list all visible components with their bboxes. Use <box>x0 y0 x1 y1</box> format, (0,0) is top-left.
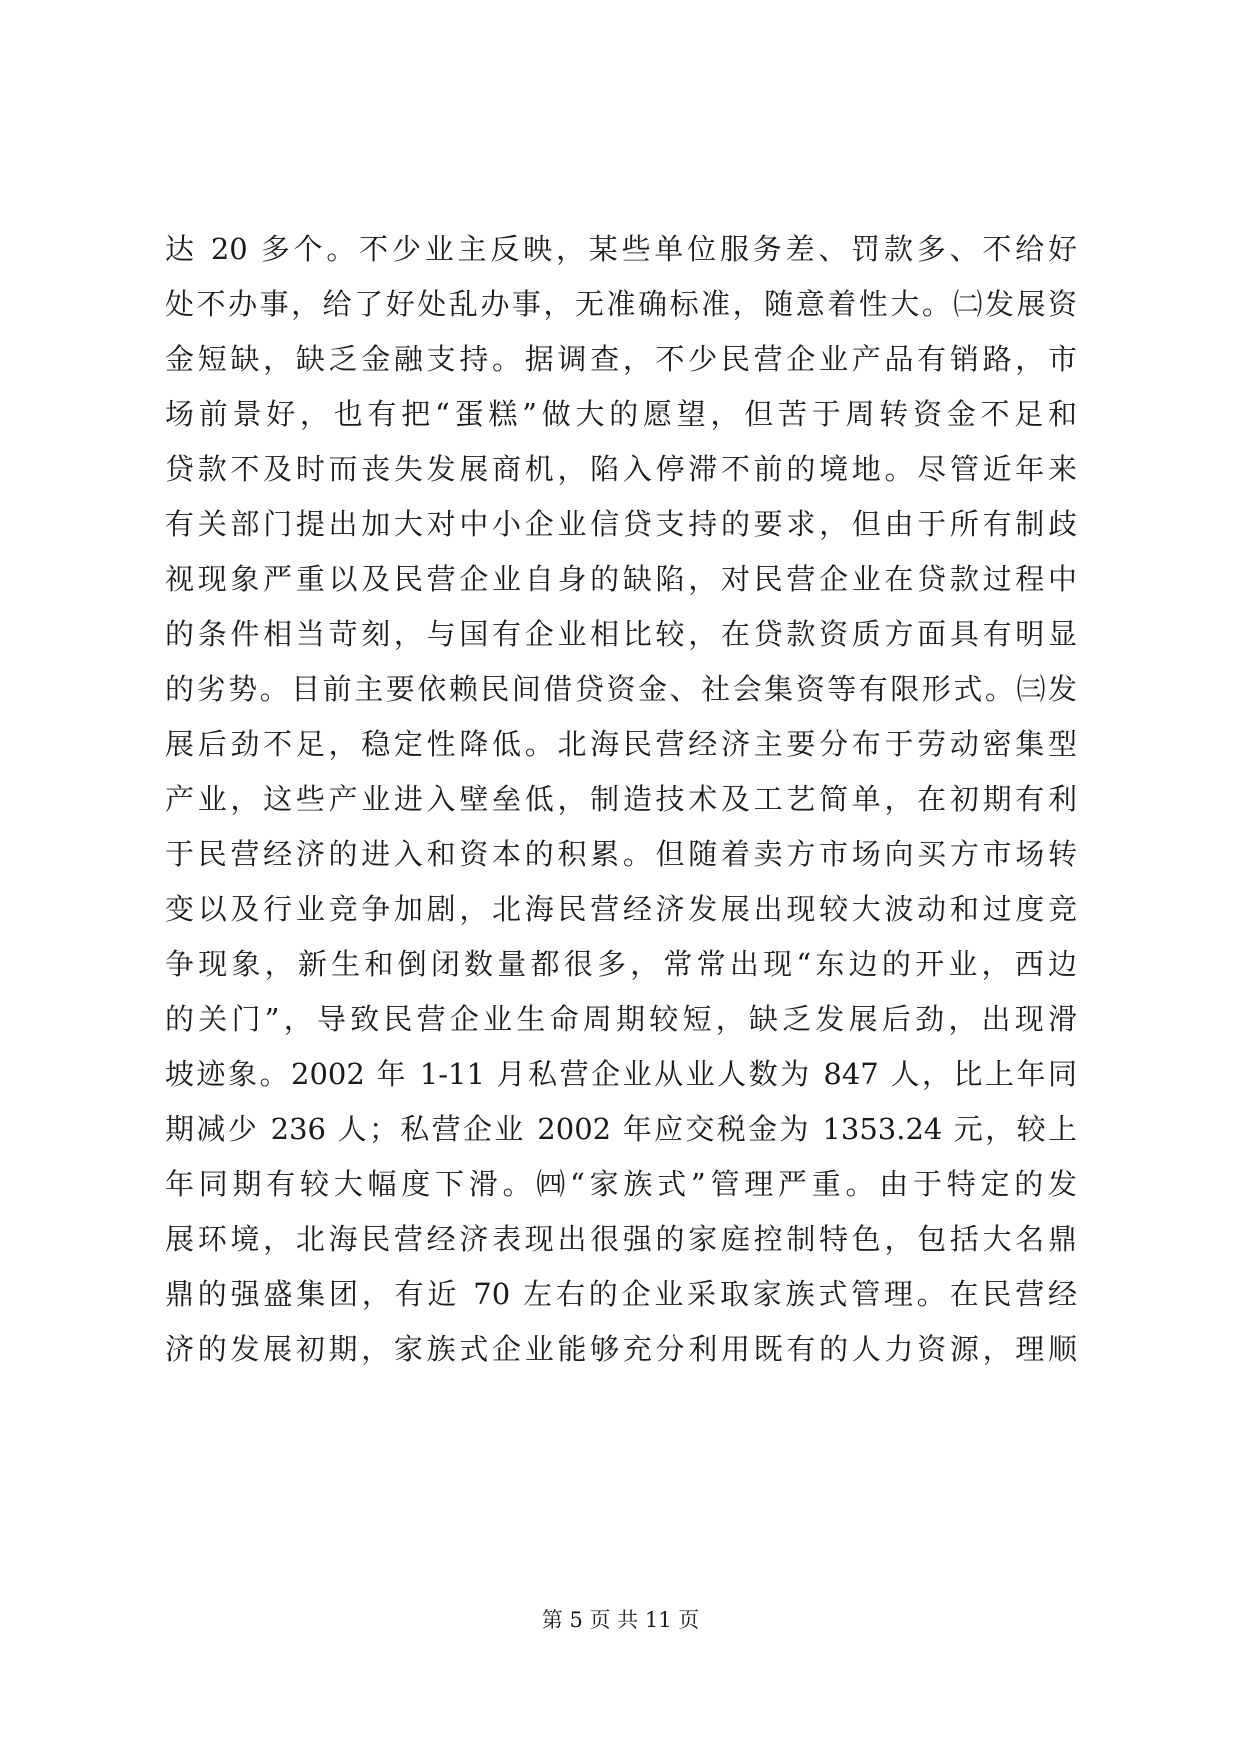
text-line-17: 期减少 236 人；私营企业 2002 年应交税金为 1353.24 元，较上 <box>165 1112 1077 1146</box>
text-line-13: 变以及行业竞争加剧，北海民营经济发展出现较大波动和过度竞 <box>165 892 1077 926</box>
text-line-21: 济的发展初期，家族式企业能够充分利用既有的人力资源，理顺 <box>165 1332 1077 1366</box>
page-number-label: 第 5 页 共 11 页 <box>541 1608 700 1632</box>
text-line-1: 达 20 多个。不少业主反映，某些单位服务差、罚款多、不给好 <box>165 232 1077 266</box>
text-line-18: 年同期有较大幅度下滑。㈣“家族式”管理严重。由于特定的发 <box>165 1167 1077 1201</box>
text-line-4: 场前景好，也有把“蛋糕”做大的愿望，但苦于周转资金不足和 <box>165 397 1077 431</box>
body-text <box>165 222 1077 1377</box>
text-line-7: 视现象严重以及民营企业自身的缺陷，对民营企业在贷款过程中 <box>165 562 1077 596</box>
page-footer <box>0 1604 1241 1634</box>
text-line-11: 产业，这些产业进入壁垒低，制造技术及工艺简单，在初期有利 <box>165 782 1077 816</box>
text-line-5: 贷款不及时而丧失发展商机，陷入停滞不前的境地。尽管近年来 <box>165 452 1077 486</box>
text-line-10: 展后劲不足，稳定性降低。北海民营经济主要分布于劳动密集型 <box>165 727 1077 761</box>
text-line-12: 于民营经济的进入和资本的积累。但随着卖方市场向买方市场转 <box>165 837 1077 871</box>
text-line-20: 鼎的强盛集团，有近 70 左右的企业采取家族式管理。在民营经 <box>165 1277 1077 1311</box>
text-line-14: 争现象，新生和倒闭数量都很多，常常出现“东边的开业，西边 <box>165 947 1077 981</box>
text-line-19: 展环境，北海民营经济表现出很强的家庭控制特色，包括大名鼎 <box>165 1222 1077 1256</box>
text-line-2: 处不办事，给了好处乱办事，无准确标准，随意着性大。㈡发展资 <box>165 287 1077 321</box>
text-line-16: 坡迹象。2002 年 1-11 月私营企业从业人数为 847 人，比上年同 <box>165 1057 1077 1091</box>
text-line-8: 的条件相当苛刻，与国有企业相比较，在贷款资质方面具有明显 <box>165 617 1077 651</box>
text-line-6: 有关部门提出加大对中小企业信贷支持的要求，但由于所有制歧 <box>165 507 1077 541</box>
text-line-15: 的关门”，导致民营企业生命周期较短，缺乏发展后劲，出现滑 <box>165 1002 1077 1036</box>
text-line-3: 金短缺，缺乏金融支持。据调查，不少民营企业产品有销路，市 <box>165 342 1077 376</box>
text-line-9: 的劣势。目前主要依赖民间借贷资金、社会集资等有限形式。㈢发 <box>165 672 1077 706</box>
